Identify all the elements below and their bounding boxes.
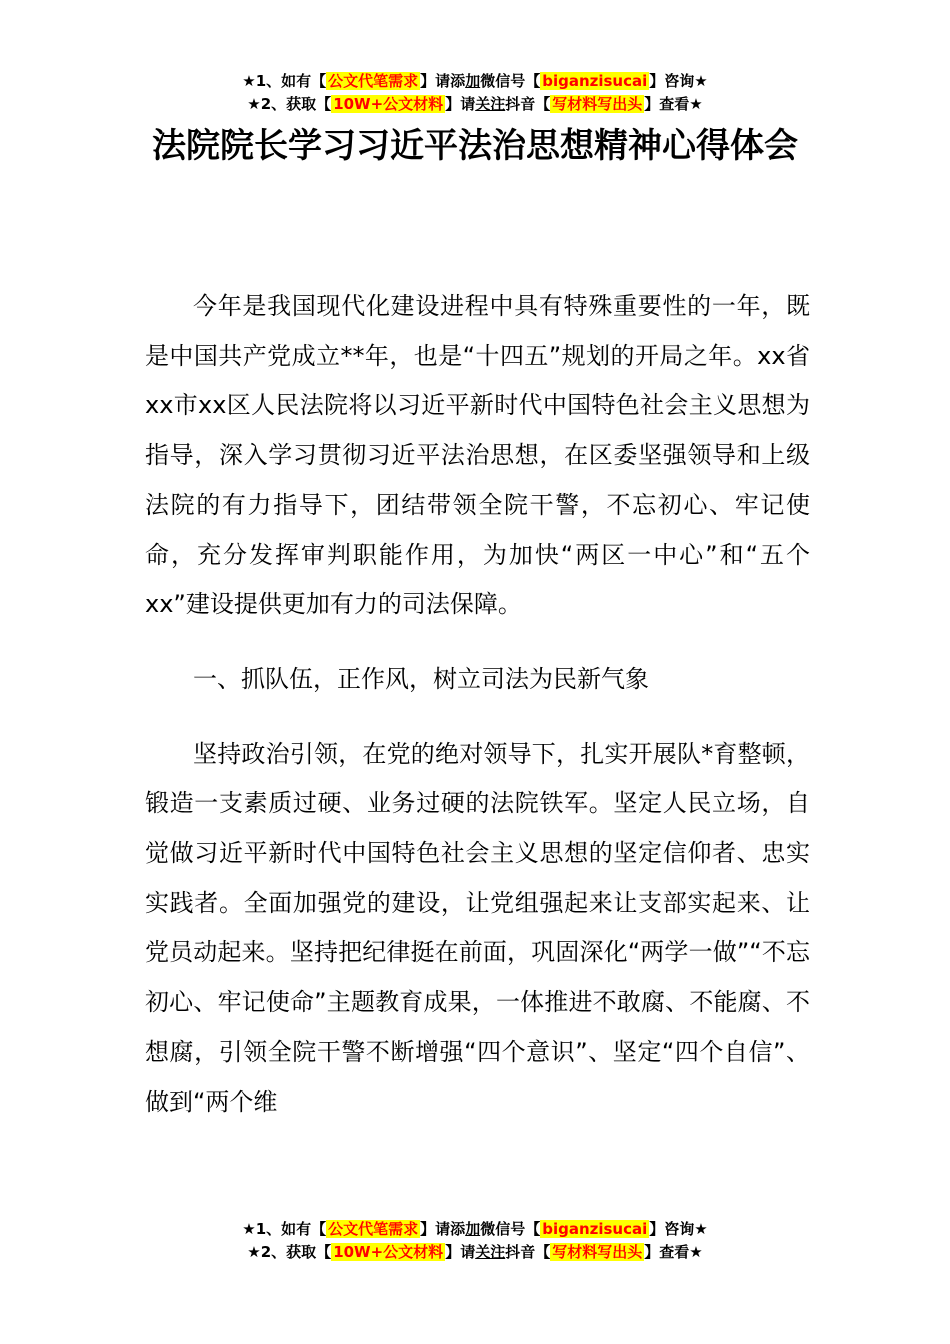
- document-title: 法院院长学习习近平法治思想精神心得体会: [152, 126, 798, 166]
- banner-line-2: [0, 93, 950, 116]
- banner-text: 】请添: [420, 72, 466, 90]
- banner-highlight: biganzisucai: [542, 1220, 648, 1238]
- banner-highlight: 写材料写出头: [552, 1243, 643, 1261]
- banner-line-1: [0, 1218, 950, 1241]
- document-body: [145, 282, 810, 1127]
- banner-highlight: 公文代笔需求: [328, 72, 419, 90]
- banner-text: 】请: [445, 1243, 476, 1261]
- banner-text: 抖音【: [505, 95, 551, 113]
- banner-text: 】请添: [420, 1220, 466, 1238]
- body-paragraph: 坚持政治引领，在党的绝对领导下，扎实开展队*育整顿，锻造一支素质过硬、业务过硬的法院铁军。坚定人民立场，自觉做习近平新时代中国特色社会主义思想的坚定信仰者、忠实实践者。全面加强党的建设，让党组强起来让支部实起来、让党员动起来。坚持把纪律挺在前面，巩固深化“两学一做”“不忘初心、牢记使命”主题教育成果，一体推进不敢腐、不能腐、不想腐，引领全院干警不断增强“四个意识”、坚定“四个自信”、做到“两个维: [145, 739, 810, 1116]
- banner-highlight: 公文代笔需求: [328, 1220, 419, 1238]
- banner-text: ★2、获取【: [247, 95, 332, 113]
- banner-text: ★1、如有【: [242, 72, 327, 90]
- body-paragraph: 今年是我国现代化建设进程中具有特殊重要性的一年，既是中国共产党成立**年，也是“十四五”规划的开局之年。xx省xx市xx区人民法院将以习近平新时代中国特色社会主义思想为指导，深入学习贯彻习近平法治思想，在区委坚强领导和上级法院的有力指导下，团结带领全院干警，不忘初心、牢记使命，充分发挥审判职能作用，为加快“两区一中心”和“五个xx”建设提供更加有力的司法保障。: [145, 292, 810, 619]
- banner-text: 】咨询★: [649, 72, 708, 90]
- banner-text: 微信号【: [480, 1220, 541, 1238]
- banner-underline: 关注: [475, 95, 506, 113]
- banner-highlight: biganzisucai: [542, 72, 648, 90]
- banner-text: ★1、如有【: [242, 1220, 327, 1238]
- banner-text: 微信号【: [480, 72, 541, 90]
- banner-text: 】请: [445, 95, 476, 113]
- banner-line-2: [0, 1241, 950, 1264]
- banner-highlight: 10W+公文材料: [333, 95, 444, 113]
- banner-text: ★2、获取【: [247, 1243, 332, 1261]
- banner-underline: 加: [465, 72, 481, 90]
- banner-line-1: [0, 70, 950, 93]
- section-heading: 一、抓队伍，正作风，树立司法为民新气象: [193, 664, 649, 693]
- banner-underline: 关注: [475, 1243, 506, 1261]
- banner-highlight: 10W+公文材料: [333, 1243, 444, 1261]
- header-banner: [0, 70, 950, 116]
- footer-banner: [0, 1218, 950, 1264]
- banner-text: 】查看★: [644, 95, 703, 113]
- banner-underline: 加: [465, 1220, 481, 1238]
- banner-text: 抖音【: [505, 1243, 551, 1261]
- banner-text: 】咨询★: [649, 1220, 708, 1238]
- banner-highlight: 写材料写出头: [552, 95, 643, 113]
- banner-text: 】查看★: [644, 1243, 703, 1261]
